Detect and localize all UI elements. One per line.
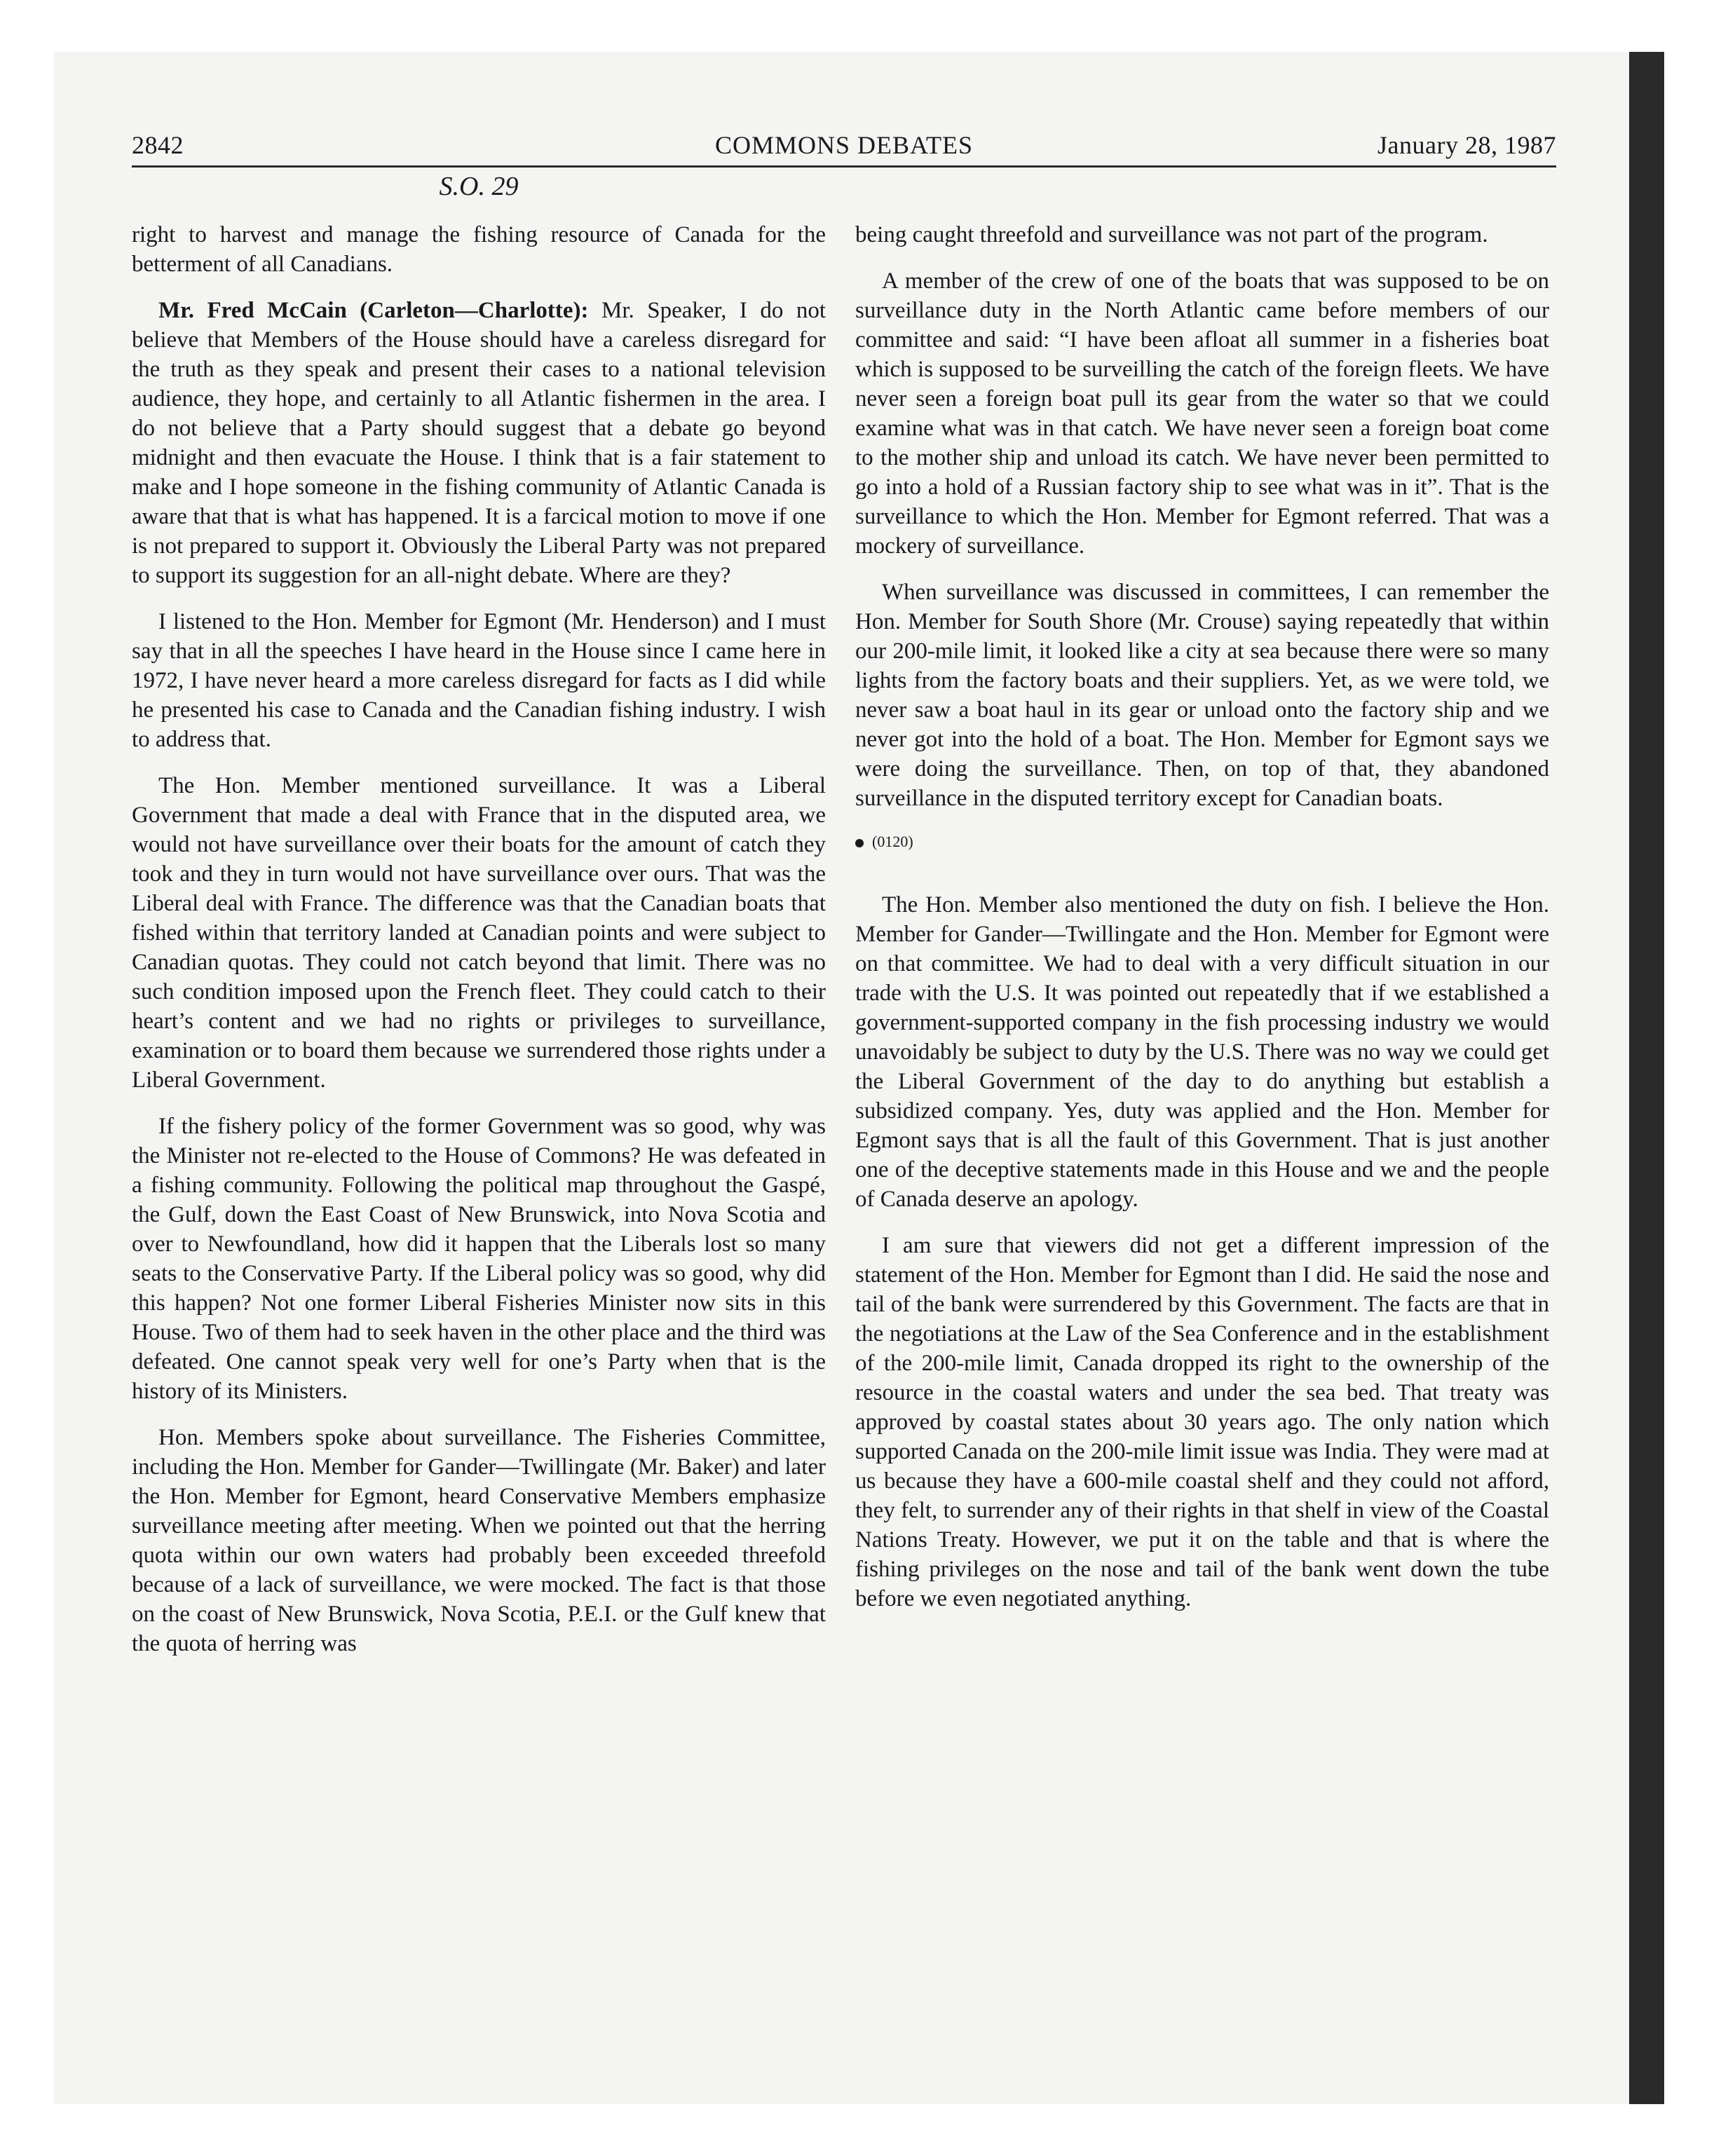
paragraph: The Hon. Member mentioned surveillance. It was a Liberal Government that made a deal with France that in the disputed area, we would not have surveillance over their boats for the amount of catch they took and they in turn would not have surveillance over ours. That was the Liberal deal with France. The difference was that the Canadian boats that fished within that territory landed at Canadian points and were subject to Canadian quotas. They could not catch beyond that limit. There was no such condition imposed upon the French fleet. They could catch to their heart’s content and we had no rights or privileges to surveillance, examination or to board them because we surrendered those rights under a Liberal Government.: [132, 773, 826, 1093]
paragraph: If the fishery policy of the former Government was so good, why was the Minister not re-elected to the House of Commons? He was defeated in a fishing community. Following the political map throughout the Gaspé, the Gulf, down the East Coast of New Brunswick, into Nova Scotia and over to Newfoundland, how did it happen that the Liberals lost so many seats to the Conservative Party. If the Liberal policy was so good, why did this happen? Not one former Liberal Fisheries Minister now sits in this House. Two of them had to seek haven in the other place and the third was defeated. One cannot speak very well for one’s Party when that is the history of its Ministers.: [132, 1114, 826, 1404]
time-marker-label: (0120): [872, 833, 913, 850]
paragraph: Hon. Members spoke about surveillance. The Fisheries Committee, including the Hon. Member for Gander—Twillingate (Mr. Baker) and later the Hon. Member for Egmont, heard Conservative Members emphasize surveillance meeting after meeting. When we pointed out that the herring quota within our own waters had probably been exceeded threefold because of a lack of surveillance, we were mocked. The fact is that those on the coast of New Brunswick, Nova Scotia, P.E.I. or the Gulf knew that the quota of herring was: [132, 1425, 826, 1656]
paragraph: The Hon. Member also mentioned the duty on fish. I believe the Hon. Member for Gander—Twillingate and the Hon. Member for Egmont were on that committee. We had to deal with a very difficult situation in our trade with the U.S. It was pointed out repeatedly that if we established a government-supported company in the fish processing industry we would unavoidably be subject to duty by the U.S. There was no way we could get the Liberal Government of the day to do anything but establish a subsidized company. Yes, duty was applied and the Hon. Member for Egmont says that is all the fault of this Government. That is just another one of the deceptive statements made in this House and we and the people of Canada deserve an apology.: [855, 892, 1549, 1212]
paragraph: A member of the crew of one of the boats that was supposed to be on surveillance duty in the North Atlantic came before members of our committee and said: “I have been afloat all summer in a fisheries boat which is supposed to be surveilling the catch of the foreign fleets. We have never seen a foreign boat pull its gear from the water so that we could examine what was in that catch. We have never seen a foreign boat come to the mother ship and unload its catch. We have never been permitted to go into a hold of a Russian factory ship to see what was in it”. That is the surveillance to which the Hon. Member for Egmont referred. That was a mockery of surveillance.: [855, 268, 1549, 559]
section-label: S.O. 29: [439, 172, 519, 201]
page-number: 2842: [132, 131, 184, 159]
scan-edge-shadow: [1629, 52, 1664, 2104]
paragraph: When surveillance was discussed in committees, I can remember the Hon. Member for South Shore (Mr. Crouse) saying repeatedly that within our 200-mile limit, it looked like a city at sea because there were so many lights from the factory boats and their suppliers. Yet, as we were told, we never saw a boat haul in its gear or unload onto the factory ship and we never got into the hold of a boat. The Hon. Member for Egmont says we were doing the surveillance. Then, on top of that, they abandoned surveillance in the disputed territory except for Canadian boats.: [855, 580, 1549, 811]
speech-text: Mr. Speaker, I do not believe that Members of the House should have a careless disregard for the truth as they speak and present their cases to a national television audience, they hope, and certainly to all Atlantic fishermen in the area. I do not believe that a Party should suggest that a debate go beyond midnight and then evacuate the House. I think that is a fair statement to make and I hope someone in the fishing community of Atlantic Canada is aware that that is what has happened. It is a farcical motion to move if one is not prepared to support it. Obviously the Liberal Party was not prepared to support its suggestion for an all-night debate. Where are they?: [132, 298, 826, 588]
bullet-icon: [855, 839, 864, 847]
paragraph: being caught threefold and surveillance was not part of the program.: [855, 222, 1488, 247]
paragraph: right to harvest and manage the fishing resource of Canada for the betterment of all Canadians.: [132, 222, 826, 277]
speaker-paragraph: [132, 296, 826, 590]
paragraph: I listened to the Hon. Member for Egmont (Mr. Henderson) and I must say that in all the speeches I have heard in the House since I came here in 1972, I have never heard a more careless disregard for facts as I did while he presented his case to Canada and the Canadian fishing industry. I wish to address that.: [132, 609, 826, 752]
publication-title: COMMONS DEBATES: [714, 131, 974, 159]
page-header: [132, 126, 1556, 168]
paragraph: I am sure that viewers did not get a different impression of the statement of the Hon. Member for Egmont than I did. He said the nose and tail of the bank were surrendered by this Government. The facts are that in the negotiations at the Law of the Sea Conference and in the establishment of the 200-mile limit, Canada dropped its right to the ownership of the resource in the coastal waters and under the sea bed. That treaty was approved by coastal states about 30 years ago. The only nation which supported Canada on the 200-mile limit issue was India. They were mad at us because they have a 600-mile coastal shelf and they could not afford, they felt, to surrender any of their rights in that shelf in view of the Coastal Nations Treaty. However, we put it on the table and that is where the fishing privileges on the nose and tail of the bank went down the tube before we even negotiated anything.: [855, 1233, 1549, 1611]
right-column: [855, 220, 1549, 1630]
header-date: January 28, 1987: [1377, 131, 1556, 159]
left-column: [132, 220, 826, 1675]
speaker-name: Mr. Fred McCain (Carleton—Charlotte):: [158, 298, 589, 323]
time-marker: [855, 831, 1549, 852]
